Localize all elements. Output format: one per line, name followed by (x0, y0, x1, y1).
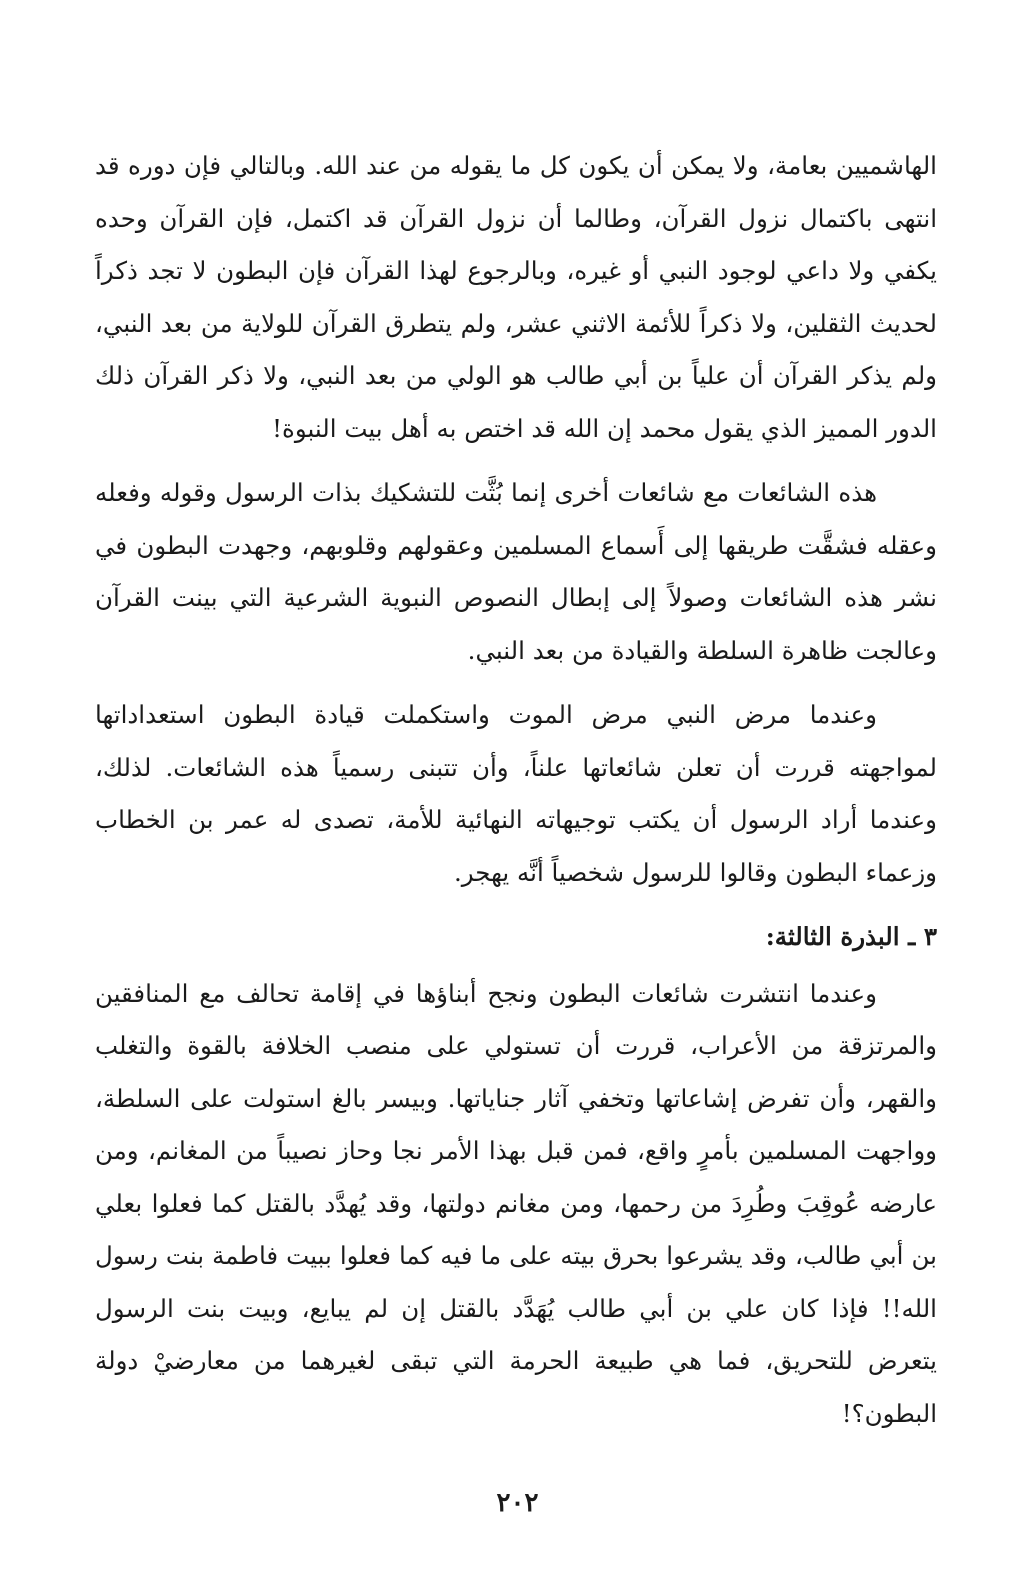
paragraph-2: هذه الشائعات مع شائعات أخرى إنما بُثَّت للتشكيك بذات الرسول وقوله وفعله وعقله فشقَّت طريقها إلى أَسماع المسلمين وعقولهم وقلوبهم، وجهدت البطون في نشر هذه الشائعات وصولاً إلى إبطال النصوص النبوية الشرعية التي بينت القرآن وعالجت ظاهرة السلطة والقيادة من بعد النبي. (95, 478, 937, 665)
page-body (95, 140, 937, 1452)
paragraph-4: وعندما انتشرت شائعات البطون ونجح أبناؤها في إقامة تحالف مع المنافقين والمرتزقة من الأعراب، قررت أن تستولي على منصب الخلافة بالقوة والتغلب والقهر، وأن تفرض إشاعاتها وتخفي آثار جناياتها. وبيسر بالغ استولت على السلطة، وواجهت المسلمين بأمرٍ واقع، فمن قبل بهذا الأمر نجا وحاز نصيباً من المغانم، ومن عارضه عُوقِبَ وطُرِدَ من رحمها، ومن مغانم دولتها، وقد يُهدَّد بالقتل كما فعلوا بعلي بن أبي طالب، وقد يشرعوا بحرق بيته على ما فيه كما فعلوا ببيت فاطمة بنت رسول الله!! فإذا كان علي بن أبي طالب يُهَدَّد بالقتل إن لم يبايع، وبيت بنت الرسول يتعرض للتحريق، فما هي طبيعة الحرمة التي تبقى لغيرهما من معارضيْ دولة البطون؟! (95, 978, 937, 1428)
page-number: ٢٠٢ (496, 1488, 539, 1518)
paragraph-1: الهاشميين بعامة، ولا يمكن أن يكون كل ما يقوله من عند الله. وبالتالي فإن دوره قد انتهى باكتمال نزول القرآن، وطالما أن نزول القرآن قد اكتمل، فإن القرآن وحده يكفي ولا داعي لوجود النبي أو غيره، وبالرجوع لهذا القرآن فإن البطون لا تجد ذكراً لحديث الثقلين، ولا ذكراً للأئمة الاثني عشر، ولم يتطرق القرآن للولاية من بعد النبي، ولم يذكر القرآن أن علياً بن أبي طالب هو الولي من بعد النبي، ولا ذكر القرآن ذلك الدور المميز الذي يقول محمد إن الله قد اختص به أهل بيت النبوة! (95, 151, 937, 443)
section-heading: ٣ ـ البذرة الثالثة: (765, 922, 937, 951)
paragraph-3: وعندما مرض النبي مرض الموت واستكملت قيادة البطون استعداداتها لمواجهته قررت أن تعلن شائعاتها علناً، وأن تتبنى رسمياً هذه الشائعات. لذلك، وعندما أراد الرسول أن يكتب توجيهاته النهائية للأمة، تصدى له عمر بن الخطاب وزعماء البطون وقالوا للرسول شخصياً أنَّه يهجر. (95, 700, 937, 887)
